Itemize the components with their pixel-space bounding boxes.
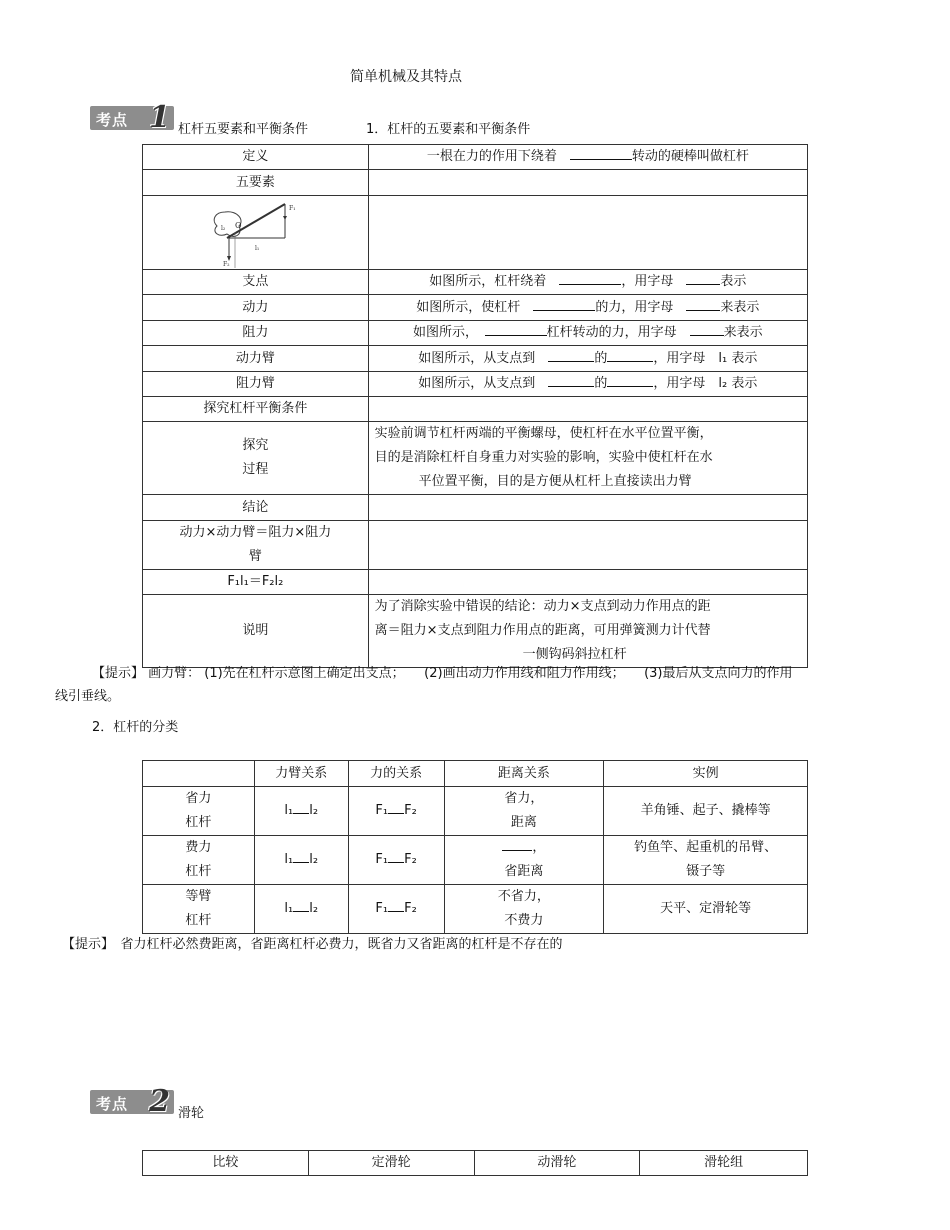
row-equal-arm: 等臂 杠杆 xyxy=(143,885,255,934)
hint-draw-arm: 【提示】 画力臂： (1)先在杠杆示意图上确定出支点； (2)画出动力作用线和阻力作用线； (3)最后从支点向力的作用 xyxy=(92,666,793,681)
fig-label-f2: F₂ xyxy=(223,260,230,268)
fig-label-o: O xyxy=(235,220,242,230)
blank xyxy=(548,374,594,387)
definition-cell: 一根在力的作用下绕着 转动的硬棒叫做杠杆 xyxy=(368,145,807,170)
row-label-note: 说明 xyxy=(143,595,369,668)
force-relation: F₁ F₂ xyxy=(348,787,444,836)
note-cell: 为了消除实验中错误的结论：动力×支点到动力作用点的距 离＝阻力×支点到阻力作用点的距离，可用弹簧测力计代替 一侧钩码斜拉杠杆 xyxy=(368,595,807,668)
blank-pivot xyxy=(570,147,632,160)
explore-empty-cell xyxy=(368,397,807,422)
header-compare: 比较 xyxy=(143,1151,309,1176)
hint-draw-arm-cont: 线引垂线。 xyxy=(55,689,121,704)
law-text-cell: 动力×动力臂＝阻力×阻力 臂 xyxy=(143,521,369,570)
row-label-pivot: 支点 xyxy=(143,270,369,295)
fig-label-f1: F₁ xyxy=(289,204,296,212)
row-label-process: 探究 过程 xyxy=(143,422,369,495)
row-label-effort-arm: 动力臂 xyxy=(143,346,369,372)
row-label-effort: 动力 xyxy=(143,295,369,321)
header-examples: 实例 xyxy=(604,761,808,787)
row-label-five-elements: 五要素 xyxy=(143,170,369,196)
blank xyxy=(607,349,653,362)
section-1-badge xyxy=(90,100,174,135)
row-label-definition: 定义 xyxy=(143,145,369,170)
blank xyxy=(388,801,404,814)
blank xyxy=(548,349,594,362)
lever-elements-table xyxy=(142,144,808,668)
header-pulley-block: 滑轮组 xyxy=(640,1151,808,1176)
badge-number: 2 xyxy=(149,1084,170,1119)
fig-label-l2: l₂ xyxy=(221,224,226,232)
row-label-conclusion: 结论 xyxy=(143,495,369,521)
distance-relation: 不省力， 不费力 xyxy=(444,885,604,934)
pivot-cell: 如图所示，杠杆绕着 ，用字母 表示 xyxy=(368,270,807,295)
blank xyxy=(485,323,547,336)
blank xyxy=(533,298,595,311)
load-cell: 如图所示， 杠杆转动的力，用字母 来表示 xyxy=(368,321,807,346)
hint-lever-tradeoff: 【提示】 省力杠杆必然费距离，省距离杠杆必费力，既省力又省距离的杠杆是不存在的 xyxy=(62,937,563,952)
header-force-relation: 力的关系 xyxy=(348,761,444,787)
examples: 天平、定滑轮等 xyxy=(604,885,808,934)
section-1-subheading: 1．杠杆的五要素和平衡条件 xyxy=(366,122,531,137)
blank xyxy=(293,899,309,912)
header-fixed-pulley: 定滑轮 xyxy=(308,1151,474,1176)
effort-cell: 如图所示，使杠杆 的力，用字母 来表示 xyxy=(368,295,807,321)
blank xyxy=(293,850,309,863)
arm-relation: l₁ l₂ xyxy=(254,787,348,836)
distance-relation: 省力， 距离 xyxy=(444,787,604,836)
blank xyxy=(686,272,720,285)
arm-relation: l₁ l₂ xyxy=(254,885,348,934)
law-formula-cell: F₁l₁＝F₂l₂ xyxy=(143,570,369,595)
badge-label: 考点 xyxy=(96,1095,129,1113)
row-force-costing: 费力 杠杆 xyxy=(143,836,255,885)
blank xyxy=(388,850,404,863)
formula-empty-cell xyxy=(368,570,807,595)
section-1-heading: 杠杆五要素和平衡条件 xyxy=(178,122,309,137)
badge-label: 考点 xyxy=(96,111,129,129)
force-relation: F₁ F₂ xyxy=(348,885,444,934)
blank xyxy=(686,298,720,311)
law-empty-cell xyxy=(368,521,807,570)
page-title: 简单机械及其特点 xyxy=(350,69,462,85)
blank xyxy=(388,899,404,912)
examples: 羊角锤、起子、撬棒等 xyxy=(604,787,808,836)
row-label-load: 阻力 xyxy=(143,321,369,346)
header-empty xyxy=(143,761,255,787)
distance-relation: ， 省距离 xyxy=(444,836,604,885)
arm-relation: l₁ l₂ xyxy=(254,836,348,885)
row-force-saving: 省力 杠杆 xyxy=(143,787,255,836)
subheading-lever-classification: 2．杠杆的分类 xyxy=(92,720,179,735)
row-label-explore: 探究杠杆平衡条件 xyxy=(143,397,369,422)
badge-number: 1 xyxy=(149,100,170,135)
header-movable-pulley: 动滑轮 xyxy=(474,1151,640,1176)
header-distance-relation: 距离关系 xyxy=(444,761,604,787)
lever-figure-cell xyxy=(143,196,369,270)
header-arm-relation: 力臂关系 xyxy=(254,761,348,787)
effort-arm-cell: 如图所示，从支点到 的 ，用字母 l₁ 表示 xyxy=(368,346,807,372)
lever-classification-table xyxy=(142,760,808,934)
lever-diagram xyxy=(207,198,303,268)
blank xyxy=(607,374,653,387)
blank xyxy=(559,272,621,285)
blank xyxy=(502,838,532,851)
figure-empty-cell xyxy=(368,196,807,270)
fig-label-l1: l₁ xyxy=(255,244,260,252)
blank xyxy=(690,323,724,336)
process-cell: 实验前调节杠杆两端的平衡螺母，使杠杆在水平位置平衡， 目的是消除杠杆自身重力对实验的影响，实验中使杠杆在水 平位置平衡，目的是方便从杠杆上直接读出力臂 xyxy=(368,422,807,495)
section-2-badge xyxy=(90,1084,174,1119)
section-2-heading: 滑轮 xyxy=(178,1106,205,1121)
conclusion-empty-cell xyxy=(368,495,807,521)
five-elements-cell xyxy=(368,170,807,196)
blank xyxy=(293,801,309,814)
row-label-load-arm: 阻力臂 xyxy=(143,372,369,397)
examples: 钓鱼竿、起重机的吊臂、 镊子等 xyxy=(604,836,808,885)
load-arm-cell: 如图所示，从支点到 的 ，用字母 l₂ 表示 xyxy=(368,372,807,397)
pulley-comparison-table xyxy=(142,1150,808,1176)
force-relation: F₁ F₂ xyxy=(348,836,444,885)
